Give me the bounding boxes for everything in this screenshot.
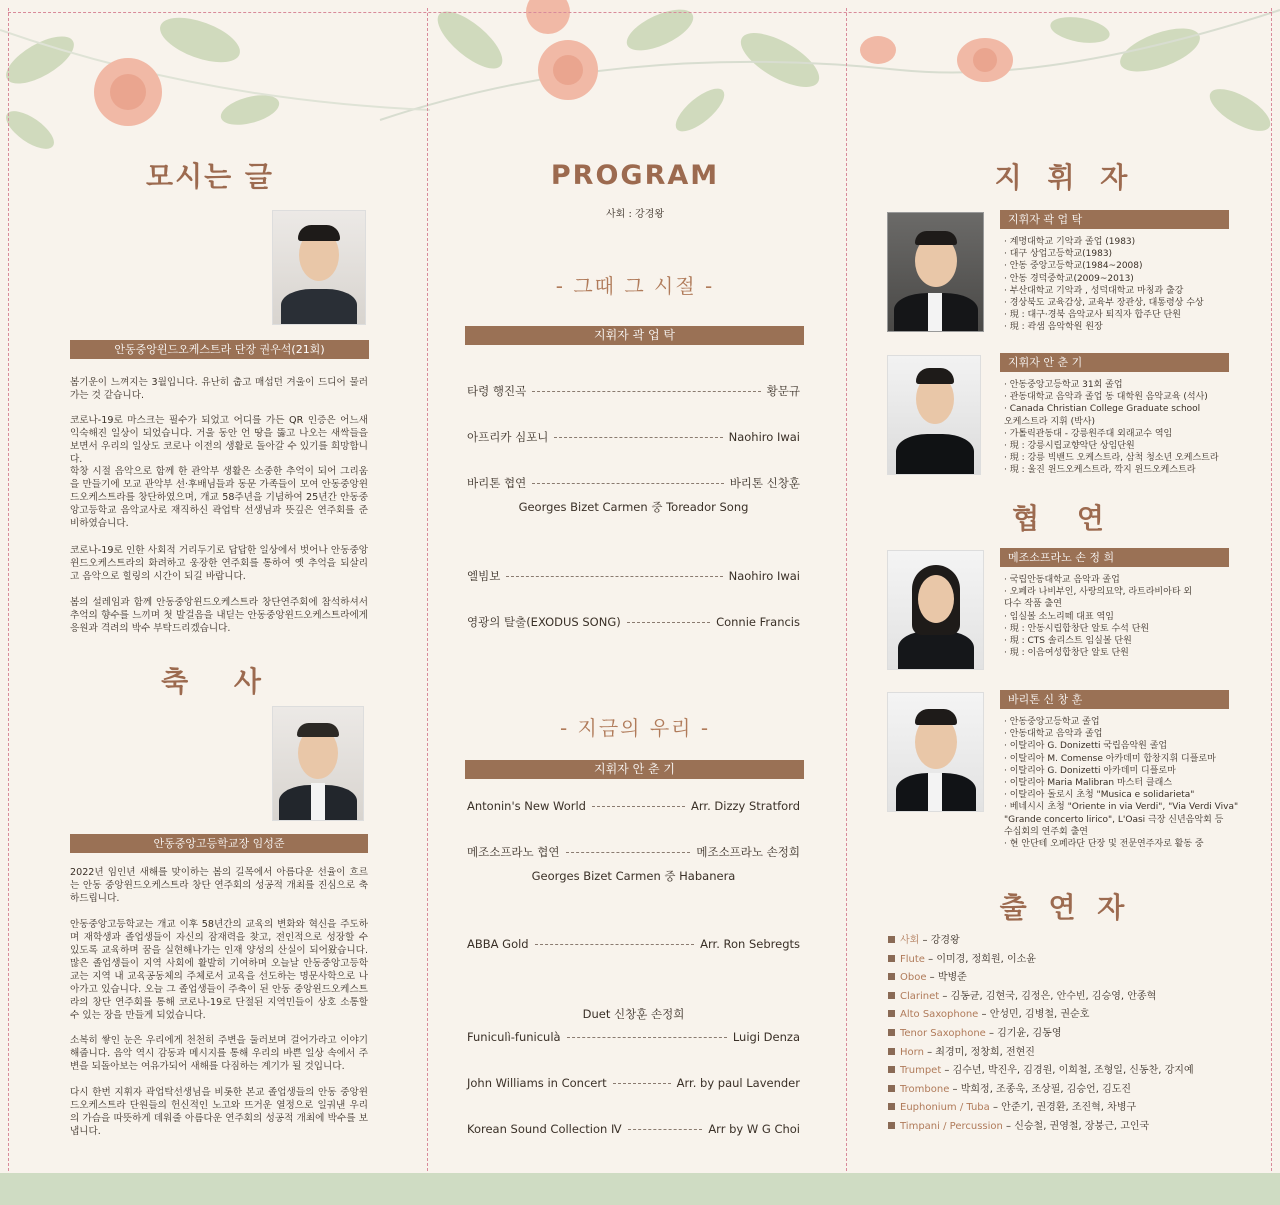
bullet-square-icon: [888, 1048, 895, 1055]
performer-row: Oboe – 박병준: [888, 969, 1228, 988]
program-item: Funiculì-funiculà Luigi Denza: [467, 1030, 800, 1044]
conductor-title: 지 휘 자: [994, 161, 1136, 194]
conductor-photo: [887, 212, 984, 332]
invite-paragraph: 봄기운이 느껴지는 3월입니다. 유난히 춥고 매섭던 겨울이 드디어 물러가는 것 같습니다.: [70, 377, 368, 401]
conductor-bio: · 안동중앙고등학교 31회 졸업 · 관동대학교 음악과 졸업 동 대학원 음악교육 (석사) · Canada Christian College Graduate school 오케스트라 지휘 (박사) · 가톨릭관동대 - 강릉원주대 외래교수 역임 · 現 : 강릉시립교향악단 상임단원 · 現 : 강릉 빅밴드 오케스트라, 삼척 청소년 오케스트라 · 現 : 울진 윈드오케스트라, 깍지 윈드오케스트라: [1004, 380, 1219, 476]
invite-paragraph: 코로나-19로 마스크는 필수가 되었고 어디를 가든 QR 인증은 어느새 익숙해진 일상이 되었습니다. 거울 동안 언 땅을 뚫고 나오는 새싹들을 보면서 우리의 일상도 코로나 이전의 생활로 돌아갈 수 있기를 희망합니다.: [70, 415, 368, 465]
congrats-paragraph: 소복히 쌓인 눈은 우리에게 천천히 주변을 둘러보며 걸어가라고 이야기해줍니다. 음악 역시 감동과 메시지를 통해 우리의 바쁜 일상 속에서 주변을 되돌아보는 여유가되어 새해를 다짐하는 계기가 될 것입니다.: [70, 1035, 368, 1072]
fold-guide: [846, 8, 847, 1196]
bullet-square-icon: [888, 1066, 895, 1073]
fold-guide: [8, 12, 1272, 13]
conductor-bar: 지휘자 곽 업 탁: [1000, 210, 1229, 229]
performer-row: Clarinet – 김동균, 김현국, 김정은, 안수빈, 김승영, 안종혁: [888, 988, 1228, 1007]
congrats-paragraph: 안동중앙고등학교는 개교 이후 58년간의 교육의 변화와 혁신을 주도하며 재학생과 졸업생들이 자신의 잠재력을 찾고, 전인적으로 성장할 수 있도록 교육하며 꿈을 실현해나가는 인재 양성의 산실이 되어왔습니다. 많은 졸업생들이 지역 사회에 활발히 기여하며 오늘날 안동중앙고등학교는 지역 내 교육공동체의 주체로서 교육을 선도하는 명문사학으로 나아가고 있습니다. 오늘 그 졸업생들이 주축이 된 안동 중앙윈드오케스트라의 창단 연주회를 통해 코로나-19로 단절된 지역민들이 상호 소통할 수 있는 장을 만들게 되었습니다.: [70, 919, 368, 1021]
bullet-square-icon: [888, 955, 895, 962]
performers-list: [888, 932, 1228, 1137]
program-item-note: Georges Bizet Carmen 중 Habanera: [531, 869, 736, 883]
invite-paragraph: 학창 시절 음악으로 함께 한 관악부 생활은 소중한 추억이 되어 그리움을 만들기에 모교 관악부 선·후배님들과 동문 가족들이 모여 안동중앙윈드오케스트라를 창단하였으며, 개교 58주년을 기념하여 25년간 안동중앙고등학교 음악교사로 재직하신 곽업탁 선생님과 뜻깊은 연주회를 준비하였습니다.: [70, 466, 368, 529]
soloist-bio: · 국립안동대학교 음악과 졸업 · 오페라 나비부인, 사랑의묘약, 라트라비아타 외 다수 작품 출연 · 임실볼 소노리떼 대표 역임 · 現 : 안동시립합창단 알토 수석 단원 · 現 : CTS 솔리스트 임실볼 단원 · 現 : 이음여성합창단 알토 단원: [1004, 575, 1193, 659]
program-item: 영광의 탈출(EXODUS SONG) Connie Francis: [467, 615, 800, 629]
performer-row: Tenor Saxophone – 김기윤, 김동영: [888, 1025, 1228, 1044]
bullet-square-icon: [888, 1103, 895, 1110]
soloist-bar: 바리톤 신 창 훈: [1000, 690, 1229, 709]
program-item: Antonin's New World Arr. Dizzy Stratford: [467, 799, 800, 813]
invite-paragraph: 코로나-19로 인한 사회적 거리두기로 답답한 일상에서 벗어나 안동중앙윈드오케스트라의 화려하고 웅장한 연주회를 통하여 옛 추억을 되살리고 음악으로 힐링의 시간이 되길 바랍니다.: [70, 545, 368, 582]
program-item-note: Georges Bizet Carmen 중 Toreador Song: [518, 500, 749, 514]
conductor-bio: · 계명대학교 기악과 졸업 (1983) · 대구 상업고등학교(1983) · 안동 중앙고등학교(1984~2008) · 안동 경덕중학교(2009~2013) · 부산대학교 기악과 , 성덕대학교 마칭과 출강 · 경상북도 교육감상, 교육부 장관상, 대통령상 수상 · 現 : 대구·경북 음악교사 퇴직자 합주단 단원 · 現 : 곽샘 음악학원 원장: [1004, 237, 1204, 333]
program-item: 엘빔보 Naohiro Iwai: [467, 569, 800, 583]
program-item: 타령 행진곡 황문규: [467, 384, 800, 398]
bullet-square-icon: [888, 936, 895, 943]
performer-row: Euphonium / Tuba – 안준기, 권경환, 조진혁, 차병구: [888, 1099, 1228, 1118]
soloist-bar: 메조소프라노 손 정 희: [1000, 548, 1229, 567]
bullet-square-icon: [888, 973, 895, 980]
principal-photo: [272, 706, 364, 821]
soloist-photo: [887, 550, 984, 670]
bullet-square-icon: [888, 1010, 895, 1017]
bullet-square-icon: [888, 992, 895, 999]
program-item: John Williams in Concert Arr. by paul Lavender: [467, 1076, 800, 1090]
part2-conductor-bar: 지휘자 안 춘 기: [465, 760, 804, 779]
conductor-photo: [887, 355, 981, 475]
congrats-paragraph: 2022년 임인년 새해를 맞이하는 봄의 길목에서 아름다운 선율이 흐르는 안동 중앙윈드오케스트라 창단 연주회의 성공적 개최를 진심으로 축하드립니다.: [70, 867, 368, 904]
program-item: 메조소프라노 협연 메조소프라노 손정희: [467, 845, 800, 859]
conductor-bar: 지휘자 안 춘 기: [1000, 353, 1229, 372]
program-item: Korean Sound Collection Ⅳ Arr by W G Choi: [467, 1122, 800, 1136]
part1-title: - 그때 그 시절 -: [555, 274, 715, 298]
congrats-title: 축 사: [161, 665, 279, 698]
fold-guide: [8, 8, 9, 1196]
bullet-square-icon: [888, 1122, 895, 1129]
soloist-bio: · 안동중앙고등학교 졸업 · 안동대학교 음악과 졸업 · 이탈리아 G. Donizetti 국립음악원 졸업 · 이탈리아 M. Comense 아카데미 합창지휘 디플로마 · 이탈리아 G. Donizetti 아카데미 디플로마 · 이탈리아 Maria Malibran 마스터 클래스 · 이탈리아 돌로시 초청 "Musica e solidarieta" · 베네시시 초청 "Oriente in via Verdi", "Via Verdi Viva" "Grande concerto lirico", L'Oasi 극장 신년음악회 등 수십회의 연주회 출연 · 현 안단테 오페라단 단장 및 전문연주자로 활동 중: [1004, 717, 1239, 850]
performer-row: Timpani / Percussion – 신승철, 권영철, 장붕근, 고인국: [888, 1118, 1228, 1137]
floral-header-illustration: [0, 0, 1280, 170]
fold-guide: [427, 8, 428, 1196]
invite-author-bar: 안동중앙윈드오케스트라 단장 권우석(21회): [70, 340, 369, 359]
congrats-paragraph: 다시 한번 지휘자 곽업탁선생님을 비롯한 본교 졸업생들의 안동 중앙윈드오케스트라 단원들의 헌신적인 노고와 뜨거운 열정으로 일궈낸 우리의 가슴을 따뜻하게 데워줄 아름다운 연주회의 성공적 개최에 박수를 보냅니다.: [70, 1087, 368, 1137]
performer-row: 사회 – 강경왕: [888, 932, 1228, 951]
program-mc: 사회 : 강경왕: [605, 209, 665, 220]
invite-paragraph: 봄의 설레임과 함께 안동중앙윈드오케스트라 창단연주회에 참석하셔서 추억의 향수를 느끼며 첫 발걸음을 내딛는 안동중앙윈드오케스트라에게 응원과 격려의 박수 부탁드리겠습니다.: [70, 597, 368, 634]
performer-row: Trumpet – 김수년, 박진우, 김경원, 이희철, 조형일, 신동찬, 강지예: [888, 1062, 1228, 1081]
program-item-note: Duet 신창훈 손정희: [582, 1007, 685, 1021]
part2-title: - 지금의 우리 -: [559, 716, 711, 740]
program-title: PROGRAM: [550, 160, 720, 191]
invite-title: 모시는 글: [146, 160, 274, 193]
congrats-author-bar: 안동중앙고등학교장 임성준: [70, 834, 368, 853]
performer-row: Flute – 이미경, 정희원, 이소윤: [888, 951, 1228, 970]
program-item: 아프리카 심포니 Naohiro Iwai: [467, 430, 800, 444]
soloist-photo: [887, 692, 984, 812]
bullet-square-icon: [888, 1029, 895, 1036]
program-item: ABBA Gold Arr. Ron Sebregts: [467, 937, 800, 951]
performers-title: 출 연 자: [999, 891, 1131, 924]
bullet-square-icon: [888, 1085, 895, 1092]
part1-conductor-bar: 지휘자 곽 업 탁: [465, 326, 804, 345]
footer-band: [0, 1173, 1280, 1205]
collab-title: 협 연: [1012, 502, 1118, 535]
fold-guide: [1271, 8, 1272, 1196]
performer-row: Alto Saxophone – 안성민, 김병철, 권순호: [888, 1006, 1228, 1025]
program-item: 바리톤 협연 바리톤 신창훈: [467, 476, 800, 490]
director-photo: [272, 210, 366, 325]
performer-row: Horn – 최경미, 정창희, 전현진: [888, 1044, 1228, 1063]
performer-row: Trombone – 박희정, 조종욱, 조상필, 김승언, 김도진: [888, 1081, 1228, 1100]
